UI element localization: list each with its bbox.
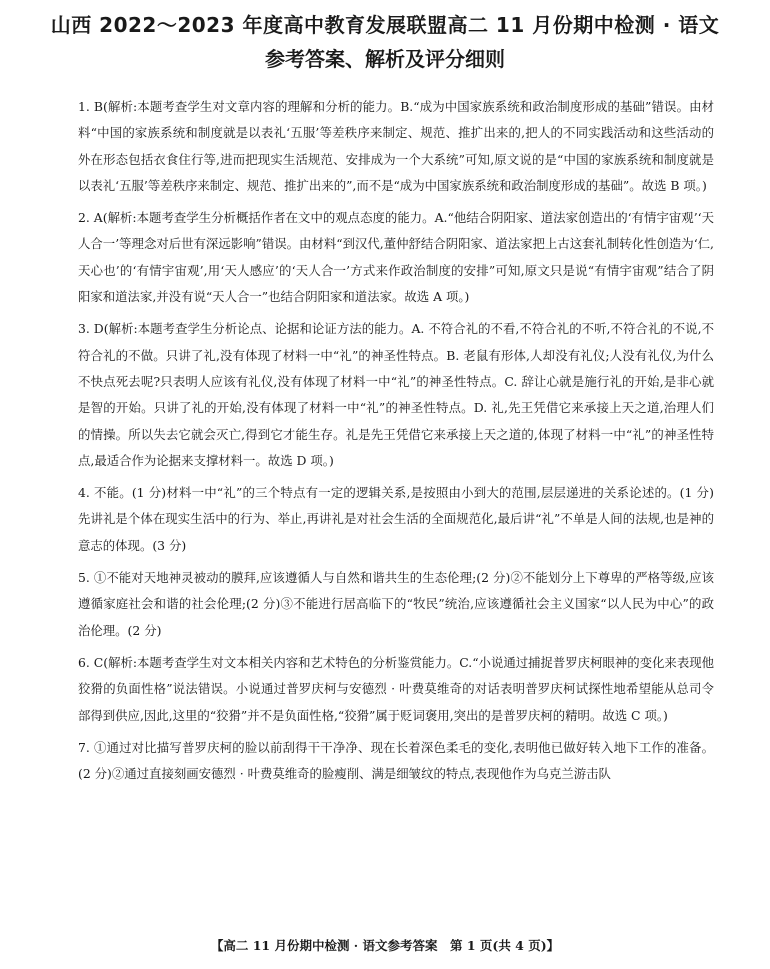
answer-item-7: 7. ①通过对比描写普罗庆柯的脸以前刮得干干净净、现在长着深色柔毛的变化,表明他已做好转入地下工作的准备。(2 分)②通过直接刻画安德烈 · 叶费莫维奇的脸瘦削、满是细皱纹的特点,表现他作为乌克兰游击队: [78, 739, 714, 782]
page-footer: 【高二 11 月份期中检测 · 语文参考答案 第 1 页(共 4 页)】: [210, 938, 560, 953]
document-title: 山西 2022～2023 年度高中教育发展联盟高二 11 月份期中检测 · 语文: [50, 13, 720, 37]
answer-list: [78, 94, 714, 793]
answer-item-2: 2. A(解析:本题考查学生分析概括作者在文中的观点态度的能力。A.“他结合阴阳家、道法家创造出的‘有情宇宙观’‘天人合一’等理念对后世有深远影响”错误。由材料“到汉代,董仲舒结合阴阳家、道法家把上古这套礼制转化性创造为‘仁,天心也’的‘有情宇宙观’,用‘天人感应’的‘天人合一’方式来作政治制度的安排”可知,原文只是说“有情宇宙观”结合了阴阳家和道法家,并没有说“天人合一”也结合阴阳家和道法家。故选 A 项。): [78, 210, 714, 305]
answer-item-3: 3. D(解析:本题考查学生分析论点、论据和论证方法的能力。A. 不符合礼的不看,不符合礼的不听,不符合礼的不说,不符合礼的不做。只讲了礼,没有体现了材料一中“礼”的神圣性特点。B. 老鼠有形体,人却没有礼仪;人没有礼仪,为什么不快点死去呢?只表明人应该有礼仪,没有体现了材料一中“礼”的神圣性特点。C. 辞让心就是施行礼的开始,是非心就是智的开始。只讲了礼的开始,没有体现了材料一中“礼”的神圣性特点。D. 礼,先王凭借它来承接上天之道,治理人们的情操。所以失去它就会灭亡,得到它才能生存。礼是先王凭借它来承接上天之道的,体现了材料一中“礼”的神圣性特点,最适合作为论据来支撑材料一。故选 D 项。): [78, 321, 714, 468]
answer-item-5: 5. ①不能对天地神灵被动的膜拜,应该遵循人与自然和谐共生的生态伦理;(2 分)②不能划分上下尊卑的严格等级,应该遵循家庭社会和谐的社会伦理;(2 分)③不能进行居高临下的“牧民”统治,应该遵循社会主义国家“以人民为中心”的政治伦理。(2 分): [78, 570, 714, 638]
answer-item-1: 1. B(解析:本题考查学生对文章内容的理解和分析的能力。B.“成为中国家族系统和政治制度形成的基础”错误。由材料“中国的家族系统和制度就是以表礼‘五服’等差秩序来制定、规范、推扩出来的,把人的不同实践活动和这些活动的外在形态包括衣食住行等,进而把现实生活规范、安排成为一个大系统”可知,原文说的是“中国的家族系统和制度就是以表礼‘五服’等差秩序来制定、规范、推扩出来的”,而不是“成为中国家族系统和政治制度形成的基础”。故选 B 项。): [78, 99, 714, 193]
answer-item-4: 4. 不能。(1 分)材料一中“礼”的三个特点有一定的逻辑关系,是按照由小到大的范围,层层递进的关系论述的。(1 分)先讲礼是个体在现实生活中的行为、举止,再讲礼是对社会生活的全面规范化,最后讲“礼”不单是人间的法规,也是神的意志的体现。(3 分): [78, 485, 714, 553]
document-subtitle: 参考答案、解析及评分细则: [265, 47, 505, 71]
answer-item-6: 6. C(解析:本题考查学生对文本相关内容和艺术特色的分析鉴赏能力。C.“小说通过捕捉普罗庆柯眼神的变化来表现他狡猾的负面性格”说法错误。小说通过普罗庆柯与安德烈 · 叶费莫维奇的对话表明普罗庆柯试探性地希望能从总司令部得到供应,因此,这里的“狡猾”并不是负面性格,“狡猾”属于贬词褒用,突出的是普罗庆柯的精明。故选 C 项。): [78, 654, 714, 723]
